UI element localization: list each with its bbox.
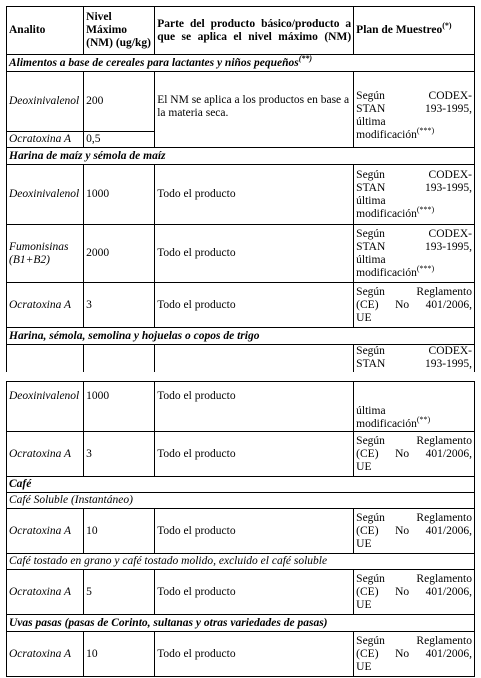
parte-cell bbox=[155, 345, 354, 375]
section-uvas: Uvas pasas (pasas de Corinto, sultanas y otras variedades de pasas) bbox=[7, 615, 475, 632]
parte-cell: Todo el producto bbox=[155, 225, 354, 283]
page-break bbox=[0, 372, 481, 380]
analito-cell: Deoxinivalenol bbox=[7, 72, 84, 132]
table-row bbox=[7, 570, 475, 615]
header-row bbox=[7, 7, 475, 55]
analito-cell: Fumonisinas (B1+B2) bbox=[7, 225, 84, 283]
nivel-cell: 1000 bbox=[84, 382, 155, 432]
nivel-cell: 3 bbox=[84, 432, 155, 477]
table-row bbox=[7, 283, 475, 328]
section-trigo: Harina, sémola, semolina y hojuelas o copos de trigo bbox=[7, 328, 475, 345]
plan-cell: Según Reglamento (CE) No 401/2006, UE bbox=[354, 283, 475, 328]
analito-cell: Ocratoxina A bbox=[7, 509, 84, 554]
header-parte: Parte del producto básico/producto a que se aplica el nivel máximo (NM) bbox=[155, 7, 354, 55]
nivel-cell: 200 bbox=[84, 72, 155, 132]
table-row bbox=[7, 632, 475, 677]
analito-cell: Deoxinivalenol bbox=[7, 382, 84, 432]
section-row-cafe bbox=[7, 477, 475, 493]
table-row bbox=[7, 165, 475, 225]
plan-cell: Según Reglamento (CE) No 401/2006, UE bbox=[354, 570, 475, 615]
parte-cell: Todo el producto bbox=[155, 570, 354, 615]
header-plan: Plan de Muestreo(*) bbox=[354, 7, 475, 55]
analito-cell: Ocratoxina A bbox=[7, 132, 84, 148]
analito-cell bbox=[7, 345, 84, 375]
section-maiz: Harina de maíz y sémola de maíz bbox=[7, 148, 475, 165]
plan-cell: Según CODEX- STAN 193-1995, última modificación(***) bbox=[354, 165, 475, 225]
plan-cell: Según CODEX- STAN 193-1995, última modificación(***) bbox=[354, 72, 475, 148]
plan-cell: Según CODEX- STAN 193-1995, última modificación(***) bbox=[354, 225, 475, 283]
plan-cell: Según Reglamento (CE) No 401/2006, UE bbox=[354, 632, 475, 677]
header-nivel: Nivel Máximo (NM) (ug/kg) bbox=[84, 7, 155, 55]
analito-cell: Ocratoxina A bbox=[7, 632, 84, 677]
plan-cell: Según CODEX- STAN 193-1995, bbox=[354, 345, 475, 375]
table-row bbox=[7, 432, 475, 477]
subsection-cafe-soluble: Café Soluble (Instantáneo) bbox=[7, 493, 475, 509]
parte-cell: Todo el producto bbox=[155, 165, 354, 225]
parte-cell: Todo el producto bbox=[155, 632, 354, 677]
nivel-cell: 5 bbox=[84, 570, 155, 615]
section-cereales: Alimentos a base de cereales para lactantes y niños pequeños(**) bbox=[7, 55, 475, 72]
section-row-cereales bbox=[7, 55, 475, 72]
section-row-uvas bbox=[7, 615, 475, 632]
plan-cell: Según Reglamento (CE) No 401/2006, UE bbox=[354, 432, 475, 477]
table-row bbox=[7, 72, 475, 132]
nivel-cell: 0,5 bbox=[84, 132, 155, 148]
contaminants-table-top bbox=[6, 6, 475, 375]
table-row bbox=[7, 225, 475, 283]
table-row bbox=[7, 345, 475, 375]
analito-cell: Ocratoxina A bbox=[7, 283, 84, 328]
table-row bbox=[7, 509, 475, 554]
plan-cell: última modificación(**) bbox=[354, 382, 475, 432]
parte-cell: Todo el producto bbox=[155, 432, 354, 477]
contaminants-table-bottom bbox=[6, 381, 475, 677]
nivel-cell: 10 bbox=[84, 632, 155, 677]
nivel-cell: 2000 bbox=[84, 225, 155, 283]
plan-cell: Según Reglamento (CE) No 401/2006, UE bbox=[354, 509, 475, 554]
parte-cell: El NM se aplica a los productos en base a la materia seca. bbox=[155, 72, 354, 148]
analito-cell: Ocratoxina A bbox=[7, 570, 84, 615]
subsection-row-cafe-soluble bbox=[7, 493, 475, 509]
table-row bbox=[7, 382, 475, 432]
nivel-cell: 1000 bbox=[84, 165, 155, 225]
analito-cell: Deoxinivalenol bbox=[7, 165, 84, 225]
parte-cell: Todo el producto bbox=[155, 382, 354, 432]
parte-cell: Todo el producto bbox=[155, 283, 354, 328]
section-row-trigo bbox=[7, 328, 475, 345]
nivel-cell: 10 bbox=[84, 509, 155, 554]
section-cafe: Café bbox=[7, 477, 475, 493]
nivel-cell: 3 bbox=[84, 283, 155, 328]
subsection-cafe-tostado: Café tostado en grano y café tostado molido, excluido el café soluble bbox=[7, 554, 475, 570]
section-row-maiz bbox=[7, 148, 475, 165]
analito-cell: Ocratoxina A bbox=[7, 432, 84, 477]
nivel-cell bbox=[84, 345, 155, 375]
header-analito: Analito bbox=[7, 7, 84, 55]
parte-cell: Todo el producto bbox=[155, 509, 354, 554]
subsection-row-cafe-tostado bbox=[7, 554, 475, 570]
